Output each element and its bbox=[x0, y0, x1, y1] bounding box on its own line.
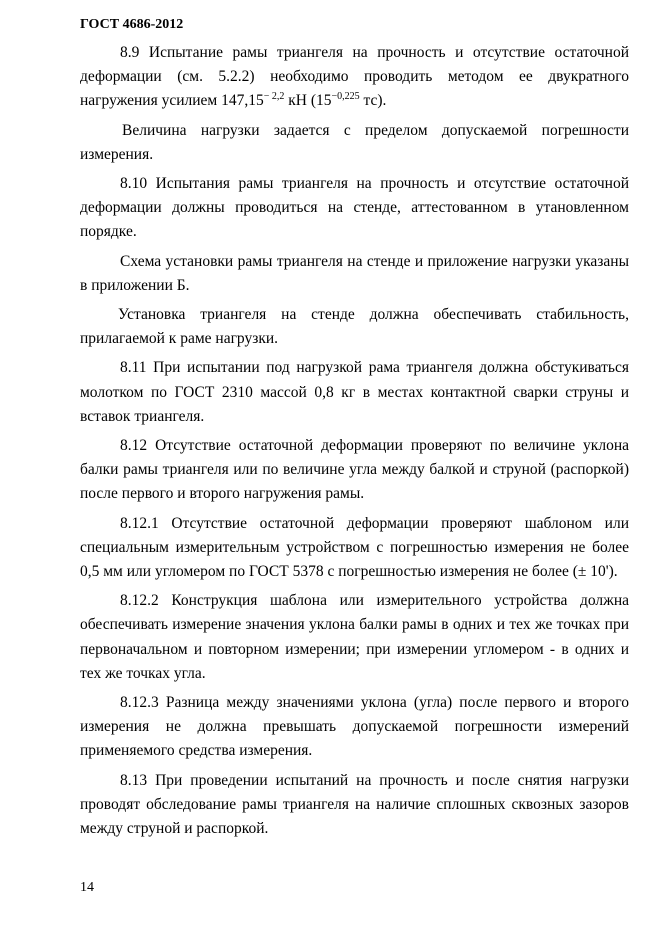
document-header: ГОСТ 4686-2012 bbox=[80, 17, 184, 32]
paragraph-setup-stability: Установка триангеля на стенде должна обеспечивать стабильность, прилагаемой к раме нагрузки. bbox=[80, 306, 629, 348]
paragraph-load-value: Величина нагрузки задается с пределом допускаемой погрешности измерения. bbox=[80, 121, 629, 163]
paragraph-8-12-3: 8.12.3 Разница между значениями уклона (угла) после первого и второго измерения не должна превышать допускаемой погрешности измерений применяемого средства измерения. bbox=[80, 694, 629, 760]
superscript-tolerance-kn: − 2,2 bbox=[263, 91, 285, 103]
paragraph-8-12-2: 8.12.2 Конструкция шаблона или измерительного устройства должна обеспечивать измерение значения уклона балки рамы в одних и тех же точках при первоначальном и повторном измерении; при измерении угломером - в одних и тех же точках угла. bbox=[80, 592, 629, 682]
page-number: 14 bbox=[80, 880, 94, 895]
superscript-tolerance-ts: −0,225 bbox=[331, 91, 360, 103]
paragraph-8-13: 8.13 При проведении испытаний на прочность и после снятия нагрузки проводят обследование рамы триангеля на наличие сплошных сквозных зазоров между струной и распоркой. bbox=[80, 771, 629, 838]
paragraph-8-11: 8.11 При испытании под нагрузкой рама триангеля должна обстукиваться молотком по ГОСТ 2310 массой 0,8 кг в местах контактной сварки струны и вставок триангеля. bbox=[80, 359, 629, 425]
paragraph-setup-scheme: Схема установки рамы триангеля на стенде и приложение нагрузки указаны в приложении Б. bbox=[80, 252, 629, 294]
paragraph-8-9: 8.9 Испытание рамы триангеля на прочность и отсутствие остаточной деформации (см. 5.2.2) необходимо проводить методом ее двукратного нагружения усилием $147,15^{- 2,2}$ кН ($15^{-0,225}$ тс). bbox=[80, 44, 629, 110]
paragraph-8-12-1: 8.12.1 Отсутствие остаточной деформации проверяют шаблоном или специальным измерительным устройством с погрешностью измерения не более 0,5 мм или угломером по ГОСТ 5378 с погрешностью измерения не более (± 10'). bbox=[80, 514, 629, 581]
paragraph-8-10: 8.10 Испытания рамы триангеля на прочность и отсутствие остаточной деформации должны проводиться на стенде, аттестованном в утановленном порядке. bbox=[80, 175, 629, 241]
document-body bbox=[80, 41, 629, 846]
paragraph-8-12: 8.12 Отсутствие остаточной деформации проверяют по величине уклона балки рамы триангеля или по величине угла между балкой и струной (распоркой) после первого и второго нагружения рамы. bbox=[80, 437, 629, 503]
